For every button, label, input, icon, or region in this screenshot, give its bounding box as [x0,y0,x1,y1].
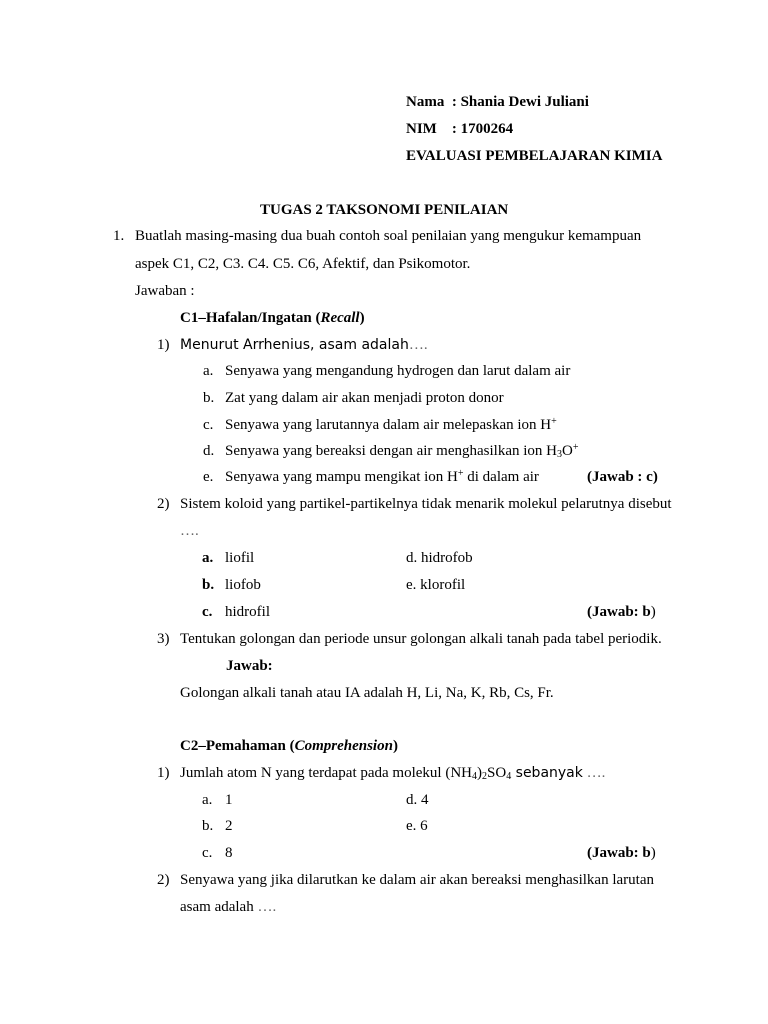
name-value: : Shania Dewi Juliani [451,94,589,110]
c1-q2-option-letter: c. [202,604,213,620]
c1-q1-number: 1) [157,337,170,353]
c1-q1-answer: (Jawab : c) [587,469,658,485]
nim-value: : 1700264 [451,121,514,137]
c1-q1-option-b: Zat yang dalam air akan menjadi proton donor [225,390,504,406]
c2-q1-option-d: d. 4 [406,792,429,808]
c2-q2-number: 2) [157,872,170,888]
c1-q2-option-a: liofil [225,550,255,566]
c1-q1-option-letter: a. [203,363,214,379]
c1-q1-option-letter: d. [203,443,215,459]
task-number: 1. [113,228,125,244]
nim-line: NIM : 1700264 [406,121,514,137]
c1-q1-option-c: Senyawa yang larutannya dalam air melepaskan ion H+ [225,416,557,433]
c2-q1-option-letter: a. [202,792,213,808]
c1-q1-option-letter: b. [203,390,215,406]
c1-q1-text: Menurut Arrhenius, asam adalah…. [180,337,428,353]
c2-q1-text: Jumlah atom N yang terdapat pada molekul $(NH_4)_2SO_4$ sebanyak …. [180,765,606,782]
c1-q2-option-d: d. hidrofob [406,550,473,566]
c2-heading: C2–Pemahaman (Comprehension) [180,738,398,754]
c1-q1-option-a: Senyawa yang mengandung hydrogen dan larut dalam air [225,363,571,379]
c1-q2-text: Sistem koloid yang partikel-partikelnya tidak menarik molekul pelarutnya disebut [180,496,672,512]
c2-q1-option-e: e. 6 [406,818,428,834]
c2-q1-option-b: 2 [225,818,233,834]
c2-q1-option-c: 8 [225,845,233,861]
task-line-2: aspek C1, C2, C3. C4. C5. C6, Afektif, dan Psikomotor. [135,256,471,272]
c2-q1-answer: (Jawab: b) [587,845,656,861]
c1-q2-number: 2) [157,496,170,512]
c1-q2-option-letter: a. [202,550,214,566]
c1-q2-option-e: e. klorofil [406,577,466,593]
c1-q1-option-letter: c. [203,417,214,433]
c1-q2-dots: …. [180,523,199,539]
task-line-1: Buatlah masing-masing dua buah contoh soal penilaian yang mengukur kemampuan [135,228,642,244]
c1-q2-option-letter: b. [202,577,215,593]
course-title: EVALUASI PEMBELAJARAN KIMIA [406,148,663,164]
c2-q1-option-letter: b. [202,818,214,834]
c1-q1-option-letter: e. [203,469,214,485]
c2-q1-option-letter: c. [202,845,213,861]
c1-q1-option-e: Senyawa yang mampu mengikat ion H+ di dalam air [225,468,539,485]
c1-q3-answer-label: Jawab: [226,658,273,674]
c2-q1-option-a: 1 [225,792,233,808]
c1-q2-option-c: hidrofil [225,604,270,620]
c1-q3-text: Tentukan golongan dan periode unsur golongan alkali tanah pada tabel periodik. [180,631,662,647]
c1-q1-option-d: Senyawa yang bereaksi dengan air menghasilkan ion $H_3O^+$ [225,442,579,460]
c1-q2-answer: (Jawab: b) [587,604,656,620]
c1-q3-number: 3) [157,631,170,647]
c1-q3-answer-text: Golongan alkali tanah atau IA adalah H, Li, Na, K, Rb, Cs, Fr. [180,685,554,701]
c2-q1-number: 1) [157,765,170,781]
c1-q2-option-b: liofob [225,577,261,593]
name-label: Nama : Shania Dewi Juliani [406,94,589,110]
document-title: TUGAS 2 TAKSONOMI PENILAIAN [260,202,509,218]
answer-label: Jawaban : [135,283,195,299]
c1-heading: C1–Hafalan/Ingatan (Recall) [180,310,365,326]
c2-q2-line-2: asam adalah …. [180,899,277,915]
c2-q2-line-1: Senyawa yang jika dilarutkan ke dalam air akan bereaksi menghasilkan larutan [180,872,654,888]
